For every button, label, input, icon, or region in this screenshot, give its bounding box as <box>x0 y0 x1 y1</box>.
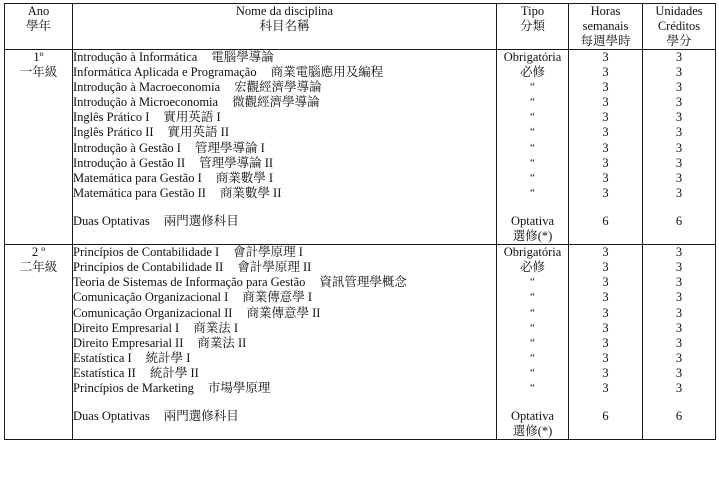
course-name-zh: 管理學導論 I <box>194 140 265 155</box>
course-item <box>73 321 496 336</box>
course-name-pt: Introdução à Microeconomia <box>73 95 219 110</box>
tipo-obrigatoria-zh: 必修 <box>519 65 545 80</box>
course-item <box>73 80 496 95</box>
tipo-obrigatoria-zh: 必修 <box>519 260 545 275</box>
course-name-zh: 兩門選修科目 <box>163 213 239 228</box>
course-name-zh: 商業數學 I <box>215 170 274 185</box>
course-name-zh: 商業電腦應用及編程 <box>270 65 384 80</box>
year-label-zh: 二年級 <box>19 260 58 275</box>
tipo-obrigatoria-pt: Obrigatória <box>503 50 562 64</box>
course-list-cell <box>73 50 497 245</box>
tipo-optativa-pt: Optativa <box>510 213 555 228</box>
course-name-pt: Direito Empresarial I <box>73 320 180 335</box>
horas-value: 3 <box>602 260 609 275</box>
course-name-zh: 實用英語 I <box>163 110 221 125</box>
horas-value: 3 <box>602 80 609 95</box>
tipo-ditto-mark: “ <box>530 141 535 154</box>
unidades-value: 3 <box>675 125 683 140</box>
tipo-ditto-mark: “ <box>530 126 535 139</box>
header-unidades-pt2: Créditos <box>657 19 701 33</box>
horas-value: 3 <box>602 365 609 380</box>
header-horas-zh: 每週學時 <box>580 34 631 48</box>
course-item <box>73 290 496 305</box>
course-item <box>73 95 496 110</box>
header-ano-pt: Ano <box>27 4 50 18</box>
course-name-pt: Duas Optativas <box>73 409 150 424</box>
header-tipo <box>497 4 569 50</box>
tipo-ditto-mark: “ <box>530 96 535 109</box>
course-item <box>73 260 496 275</box>
unidades-value: 3 <box>675 140 683 155</box>
year-label-zh: 一年級 <box>19 65 58 79</box>
horas-value: 3 <box>602 245 609 260</box>
course-name-pt: Estatística I <box>73 350 132 365</box>
course-item <box>73 186 496 201</box>
horas-value: 3 <box>602 65 609 80</box>
course-item <box>73 275 496 290</box>
header-unidades-pt: Unidades <box>655 4 703 18</box>
horas-value: 3 <box>602 275 609 290</box>
horas-value: 3 <box>602 125 609 140</box>
course-item <box>73 366 496 381</box>
tipo-optativa-block <box>497 396 568 439</box>
tipo-ditto-mark: “ <box>530 81 535 94</box>
course-name-pt: Direito Empresarial II <box>73 335 184 350</box>
course-name-zh: 統計學 I <box>145 350 191 365</box>
unidades-value: 3 <box>675 335 683 350</box>
tipo-ditto-mark: “ <box>530 381 535 394</box>
unidades-value: 3 <box>675 155 683 170</box>
course-item <box>73 214 496 229</box>
tipo-optativa-block <box>497 201 568 244</box>
unidades-value: 3 <box>675 65 683 80</box>
horas-value: 3 <box>602 185 609 200</box>
header-tipo-zh: 分類 <box>519 19 545 33</box>
tipo-ditto-mark: “ <box>530 321 535 334</box>
year-row <box>5 245 716 440</box>
course-name-zh: 實用英語 II <box>167 125 229 140</box>
course-name-zh: 商業數學 II <box>219 185 282 200</box>
unidades-value: 3 <box>675 80 683 95</box>
course-name-zh: 商業傳意學 I <box>242 290 313 305</box>
header-nome <box>73 4 497 50</box>
course-name-pt: Princípios de Marketing <box>73 380 194 395</box>
header-tipo-pt: Tipo <box>520 4 545 18</box>
course-name-zh: 市場學原理 <box>207 380 271 395</box>
horas-value: 3 <box>602 290 609 305</box>
course-name-pt: Matemática para Gestão I <box>73 170 202 185</box>
course-name-zh: 統計學 II <box>149 365 199 380</box>
course-item <box>73 65 496 80</box>
course-name-pt: Estatística II <box>73 365 136 380</box>
course-name-zh: 兩門選修科目 <box>163 409 239 424</box>
document-page <box>0 3 719 483</box>
tipo-spacer <box>497 396 568 409</box>
header-nome-zh: 科目名稱 <box>259 19 310 33</box>
course-item <box>73 381 496 396</box>
course-name-pt: Matemática para Gestão II <box>73 185 206 200</box>
course-item <box>73 110 496 125</box>
tipo-ditto-mark: “ <box>530 351 535 364</box>
course-name-zh: 商業法 II <box>197 335 247 350</box>
course-name-pt: Inglês Prático I <box>73 110 150 125</box>
year-label-cell <box>5 50 73 245</box>
year-label-cell <box>5 245 73 440</box>
table-header <box>5 4 716 50</box>
course-item <box>73 245 496 260</box>
tipo-obrigatoria-pt: Obrigatória <box>503 245 562 260</box>
unidades-value: 3 <box>675 380 683 395</box>
course-name-zh: 商業傳意學 II <box>246 305 321 320</box>
course-name-pt: Introdução à Informática <box>73 50 198 64</box>
horas-value: 6 <box>602 409 609 424</box>
curriculum-table <box>4 3 716 440</box>
tipo-ditto-mark: “ <box>530 276 535 289</box>
course-item <box>73 125 496 140</box>
unidades-value: 3 <box>675 260 683 275</box>
course-item <box>73 336 496 351</box>
course-name-zh: 商業法 I <box>193 320 239 335</box>
course-name-pt: Comunicação Organizacional II <box>73 305 233 320</box>
tipo-ditto-mark: “ <box>530 171 535 184</box>
course-name-pt: Princípios de Contabilidade II <box>73 260 224 275</box>
tipo-ditto-mark: “ <box>530 306 535 319</box>
horas-value: 3 <box>602 350 609 365</box>
year-label-pt: 1º <box>33 50 44 64</box>
course-name-pt: Comunicação Organizacional I <box>73 290 229 305</box>
tipo-ditto-mark: “ <box>530 111 535 124</box>
tipo-cell <box>497 50 569 245</box>
course-name-pt: Introdução à Macroeconomia <box>73 80 221 95</box>
header-unidades-zh: 學分 <box>666 34 692 48</box>
header-horas-pt: Horas <box>590 4 621 18</box>
unidades-value: 3 <box>675 365 683 380</box>
course-name-pt: Introdução à Gestão II <box>73 155 186 170</box>
course-item <box>73 50 496 65</box>
unidades-value: 3 <box>675 245 683 260</box>
horas-cell <box>569 50 643 245</box>
horas-value: 3 <box>602 170 609 185</box>
course-name-pt: Inglês Prático II <box>73 125 154 140</box>
header-nome-pt: Nome da disciplina <box>235 4 334 18</box>
tipo-ditto-mark: “ <box>530 366 535 379</box>
unidades-value: 6 <box>675 409 683 424</box>
course-item <box>73 351 496 366</box>
unidades-value: 3 <box>675 50 683 64</box>
unidades-value: 3 <box>675 290 683 305</box>
course-name-zh: 微觀經濟學導論 <box>232 95 320 110</box>
tipo-spacer <box>497 201 568 214</box>
header-ano-zh: 學年 <box>25 19 51 33</box>
horas-value: 3 <box>602 320 609 335</box>
tipo-optativa-pt: Optativa <box>510 409 555 424</box>
course-list-cell <box>73 245 497 440</box>
course-item <box>73 171 496 186</box>
unidades-value: 3 <box>675 350 683 365</box>
tipo-ditto-mark: “ <box>530 156 535 169</box>
course-name-zh: 會計學原理 I <box>233 245 303 260</box>
header-row <box>5 4 716 50</box>
horas-value: 3 <box>602 380 609 395</box>
unidades-value: 3 <box>675 320 683 335</box>
tipo-optativa-zh: 選修(*) <box>512 229 553 244</box>
unidades-value: 3 <box>675 110 683 125</box>
course-item <box>73 409 496 424</box>
course-item <box>73 306 496 321</box>
unidades-cell <box>643 245 716 440</box>
course-name-pt: Introdução à Gestão I <box>73 140 181 155</box>
tipo-ditto-mark: “ <box>530 336 535 349</box>
course-name-pt: Princípios de Contabilidade I <box>73 245 220 260</box>
course-name-zh: 資訊管理學概念 <box>319 275 407 290</box>
course-name-pt: Teoria de Sistemas de Informação para Gestão <box>73 275 306 290</box>
horas-value: 3 <box>602 335 609 350</box>
header-ano <box>5 4 73 50</box>
horas-value: 3 <box>602 305 609 320</box>
horas-cell <box>569 245 643 440</box>
year-row <box>5 50 716 245</box>
unidades-value: 3 <box>675 185 683 200</box>
header-unidades <box>643 4 716 50</box>
course-item <box>73 156 496 171</box>
unidades-value: 3 <box>675 95 683 110</box>
horas-value: 3 <box>602 140 609 155</box>
unidades-cell <box>643 50 716 245</box>
horas-value: 3 <box>602 50 609 64</box>
year-label-pt: 2 º <box>31 245 46 260</box>
course-name-pt: Informática Aplicada e Programação <box>73 65 257 80</box>
unidades-value: 3 <box>675 305 683 320</box>
unidades-value: 3 <box>675 170 683 185</box>
horas-value: 3 <box>602 95 609 110</box>
course-name-zh: 電腦學導論 <box>211 50 274 64</box>
unidades-value: 6 <box>675 213 683 228</box>
tipo-ditto-mark: “ <box>530 186 535 199</box>
horas-value: 3 <box>602 155 609 170</box>
tipo-optativa-zh: 選修(*) <box>512 424 553 439</box>
course-item <box>73 141 496 156</box>
tipo-ditto-mark: “ <box>530 291 535 304</box>
horas-value: 6 <box>602 213 609 228</box>
course-name-zh: 會計學原理 II <box>237 260 312 275</box>
header-horas <box>569 4 643 50</box>
course-name-zh: 管理學導論 II <box>199 155 274 170</box>
header-horas-pt2: semanais <box>582 19 629 33</box>
course-name-zh: 宏觀經濟學導論 <box>234 80 322 95</box>
horas-value: 3 <box>602 110 609 125</box>
unidades-value: 3 <box>675 275 683 290</box>
course-name-pt: Duas Optativas <box>73 213 150 228</box>
tipo-cell <box>497 245 569 440</box>
table-body <box>5 50 716 440</box>
